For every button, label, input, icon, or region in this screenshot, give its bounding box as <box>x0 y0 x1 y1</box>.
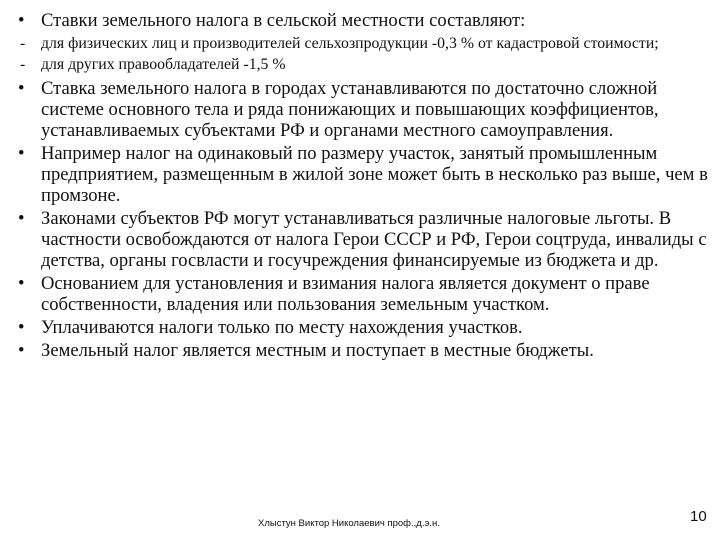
bullet-item-example <box>18 143 708 206</box>
bullet-item-local-tax <box>18 340 708 361</box>
bullet-text: Законами субъектов РФ могут устанавливаться различные налоговые льготы. В частности освобождаются от налога Герои СССР и РФ, Герои соцтруда, инвалиды с детства, органы госвласти и госучреждения финансируемые из бюджета и др. <box>41 208 707 271</box>
bullet-item-city-rates <box>18 78 708 141</box>
bullet-item-payment-place <box>18 317 708 338</box>
sub-item-text: для физических лиц и производителей сельхозпродукции -0,3 % от кадастровой стоимости; <box>41 35 659 52</box>
bullet-item-benefits <box>18 208 708 271</box>
bullet-marker: • <box>18 340 25 361</box>
bullet-text: Основанием для установления и взимания налога является документ о праве собственности, владения или пользования земельным участком. <box>41 273 650 315</box>
bullet-marker: • <box>18 10 25 31</box>
dash-marker: - <box>20 56 26 73</box>
bullet-marker: • <box>18 78 25 99</box>
sub-item-individuals-rate <box>18 35 708 53</box>
page-number: 10 <box>690 508 707 525</box>
bullet-marker: • <box>18 143 25 164</box>
footer-author: Хлыстун Виктор Николаевич проф.,д.э.н. <box>258 518 440 529</box>
bullet-text: Ставка земельного налога в городах устанавливаются по достаточно сложной системе основного тела и ряда понижающих и повышающих коэффициентов, устанавливаемых субъектами РФ и органами местного самоуправления. <box>41 78 659 141</box>
sub-item-text: для других правообладателей -1,5 % <box>41 56 286 73</box>
bullet-text: Земельный налог является местным и поступает в местные бюджеты. <box>41 340 594 361</box>
bullet-marker: • <box>18 317 25 338</box>
bullet-marker: • <box>18 208 25 229</box>
sub-item-other-holders-rate <box>18 56 708 74</box>
dash-marker: - <box>20 35 26 52</box>
bullet-text: Уплачиваются налоги только по месту нахождения участков. <box>41 317 523 338</box>
slide-content <box>18 10 708 363</box>
bullet-text: Ставки земельного налога в сельской местности составляют: <box>41 10 526 31</box>
bullet-text: Например налог на одинаковый по размеру участок, занятый промышленным предприятием, размещенным в жилой зоне может быть в несколько раз выше, чем в промзоне. <box>41 143 708 206</box>
bullet-item-rural-rates <box>18 10 708 31</box>
bullet-item-basis <box>18 273 708 315</box>
bullet-marker: • <box>18 273 25 294</box>
